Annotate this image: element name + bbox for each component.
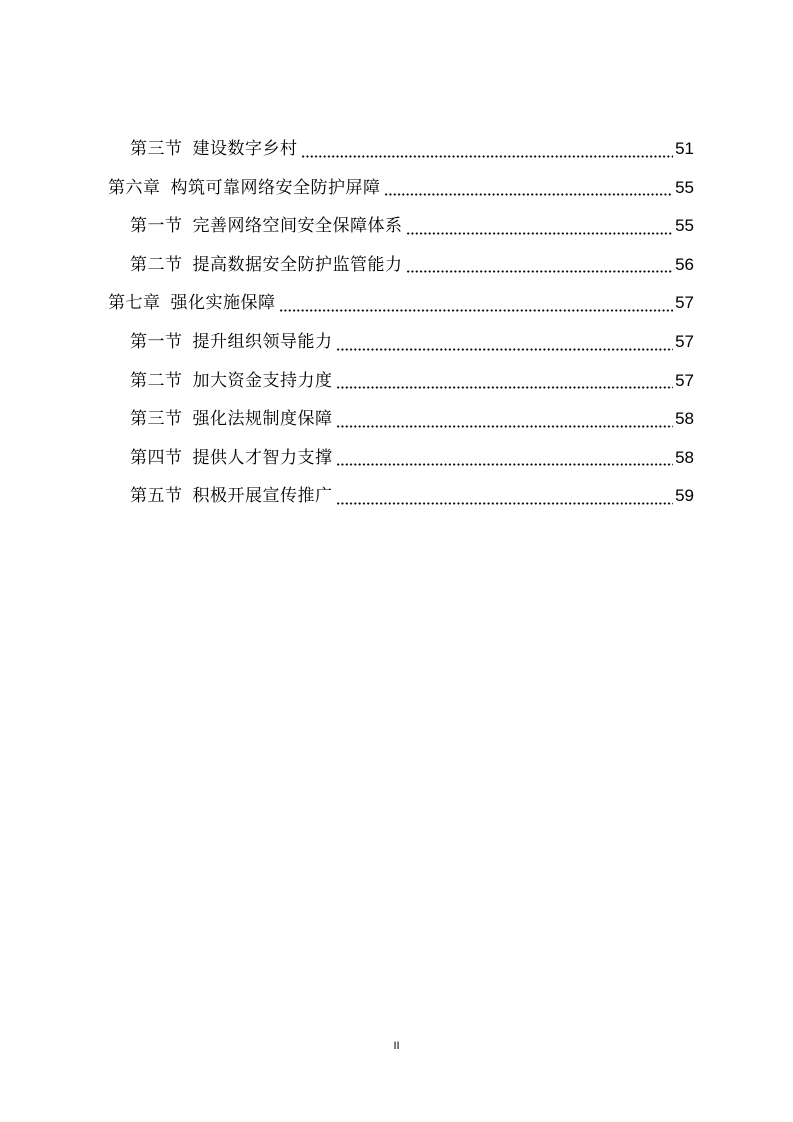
toc-entry-label: 第四节 — [130, 447, 183, 468]
toc-dot-leader — [336, 502, 674, 505]
toc-entry-text: 构筑可靠网络安全防护屏障 — [170, 177, 381, 198]
toc-entry-label: 第五节 — [130, 486, 183, 507]
toc-dot-leader — [336, 463, 674, 466]
toc-entry-title — [130, 323, 333, 362]
toc-entry-chapter[interactable] — [108, 284, 694, 323]
toc-entry-title — [108, 169, 381, 208]
toc-entry-title — [130, 477, 333, 516]
toc-entry-text: 强化实施保障 — [170, 293, 276, 314]
toc-entry-section[interactable] — [108, 477, 694, 516]
toc-dot-leader — [384, 193, 674, 196]
toc-entry-page: 59 — [675, 486, 694, 506]
toc-entry-title — [130, 400, 333, 439]
toc-entry-section[interactable] — [108, 400, 694, 439]
toc-dot-leader — [336, 348, 674, 351]
toc-dot-leader — [336, 386, 674, 389]
toc-dot-leader — [279, 309, 674, 312]
toc-entry-section[interactable] — [108, 439, 694, 478]
toc-entry-section[interactable] — [108, 323, 694, 362]
toc-dot-leader — [336, 425, 674, 428]
toc-entry-page: 57 — [675, 370, 694, 390]
toc-entry-page: 58 — [675, 447, 694, 467]
toc-entry-section[interactable] — [108, 246, 694, 285]
toc-entry-text: 建设数字乡村 — [192, 139, 298, 159]
toc-entry-label: 第二节 — [130, 254, 183, 275]
toc-entry-title — [130, 362, 333, 401]
toc-dot-leader — [406, 232, 674, 235]
toc-entry-page: 55 — [675, 216, 694, 236]
table-of-contents — [108, 130, 694, 516]
toc-entry-text: 积极开展宣传推广 — [192, 486, 333, 507]
toc-dot-leader — [406, 270, 674, 273]
footer-page-number: II — [393, 1040, 400, 1052]
toc-entry-text: 完善网络空间安全保障体系 — [192, 216, 403, 237]
toc-entry-text: 提供人才智力支撑 — [192, 447, 333, 468]
toc-entry-chapter[interactable] — [108, 169, 694, 208]
toc-dot-leader — [301, 155, 674, 158]
toc-entry-label: 第二节 — [130, 370, 183, 391]
toc-entry-title — [108, 284, 276, 323]
toc-entry-page: 51 — [675, 139, 694, 158]
toc-entry-section[interactable] — [108, 130, 694, 169]
toc-entry-title — [130, 439, 333, 478]
toc-entry-label: 第三节 — [130, 139, 183, 159]
toc-entry-text: 提高数据安全防护监管能力 — [192, 254, 403, 275]
toc-entry-page: 56 — [675, 254, 694, 274]
toc-entry-section[interactable] — [108, 207, 694, 246]
toc-entry-page: 57 — [675, 293, 694, 313]
toc-entry-text: 加大资金支持力度 — [192, 370, 333, 391]
toc-entry-label: 第六章 — [108, 177, 161, 198]
toc-entry-label: 第三节 — [130, 409, 183, 430]
toc-entry-label: 第七章 — [108, 293, 161, 314]
toc-entry-label: 第一节 — [130, 216, 183, 237]
toc-entry-page: 55 — [675, 177, 694, 197]
toc-entry-title — [130, 246, 403, 285]
toc-entry-label: 第一节 — [130, 331, 183, 352]
toc-entry-page: 57 — [675, 331, 694, 351]
toc-entry-page: 58 — [675, 409, 694, 429]
toc-entry-title — [130, 130, 298, 169]
toc-entry-title — [130, 207, 403, 246]
toc-entry-text: 提升组织领导能力 — [192, 331, 333, 352]
toc-entry-section[interactable] — [108, 362, 694, 401]
toc-entry-text: 强化法规制度保障 — [192, 409, 333, 430]
